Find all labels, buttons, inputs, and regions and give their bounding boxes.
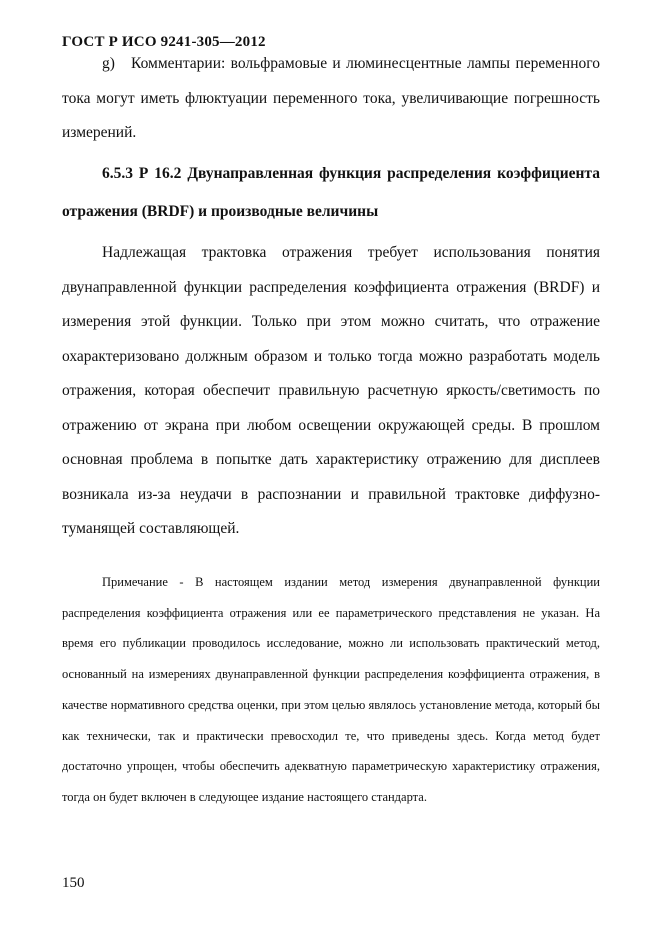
- document-header: ГОСТ Р ИСО 9241-305—2012: [62, 34, 266, 50]
- section-heading: 6.5.3 Р 16.2 Двунаправленная функция распределения коэффициента отражения (BRDF) и производные величины: [62, 165, 600, 220]
- comment-paragraph: g) Комментарии: вольфрамовые и люминесцентные лампы переменного тока могут иметь флюктуации переменного тока, увеличивающие погрешность измерений.: [62, 55, 600, 141]
- page-number: 150: [62, 875, 85, 891]
- body-paragraph: Надлежащая трактовка отражения требует использования понятия двунаправленной функции распределения коэффициента отражения (BRDF) и измерения этой функции. Только при этом можно считать, что отражение охарактеризовано должным образом и только тогда можно разработать модель отражения, которая обеспечит правильную расчетную яркость/светимость по отражению от экрана при любом освещении окружающей среды. В прошлом основная проблема в попытке дать характеристику отражению для дисплеев возникала из-за неудачи в распознании и правильной трактовке диффузно-туманящей составляющей.: [62, 244, 600, 537]
- note-paragraph: Примечание - В настоящем издании метод измерения двунаправленной функции распределения коэффициента отражения или ее параметрического представления не указан. На время его публикации проводилось исследование, можно ли использовать практический метод, основанный на измерениях двунаправленной функции распределения коэффициента отражения, в качестве нормативного средства оценки, при этом целью являлось установление метода, который бы как технически, так и практически превосходил те, что приведены здесь. Когда метод будет достаточно упрощен, чтобы обеспечить адекватную параметрическую характеристику отражения, тогда он будет включен в следующее издание настоящего стандарта.: [62, 575, 600, 804]
